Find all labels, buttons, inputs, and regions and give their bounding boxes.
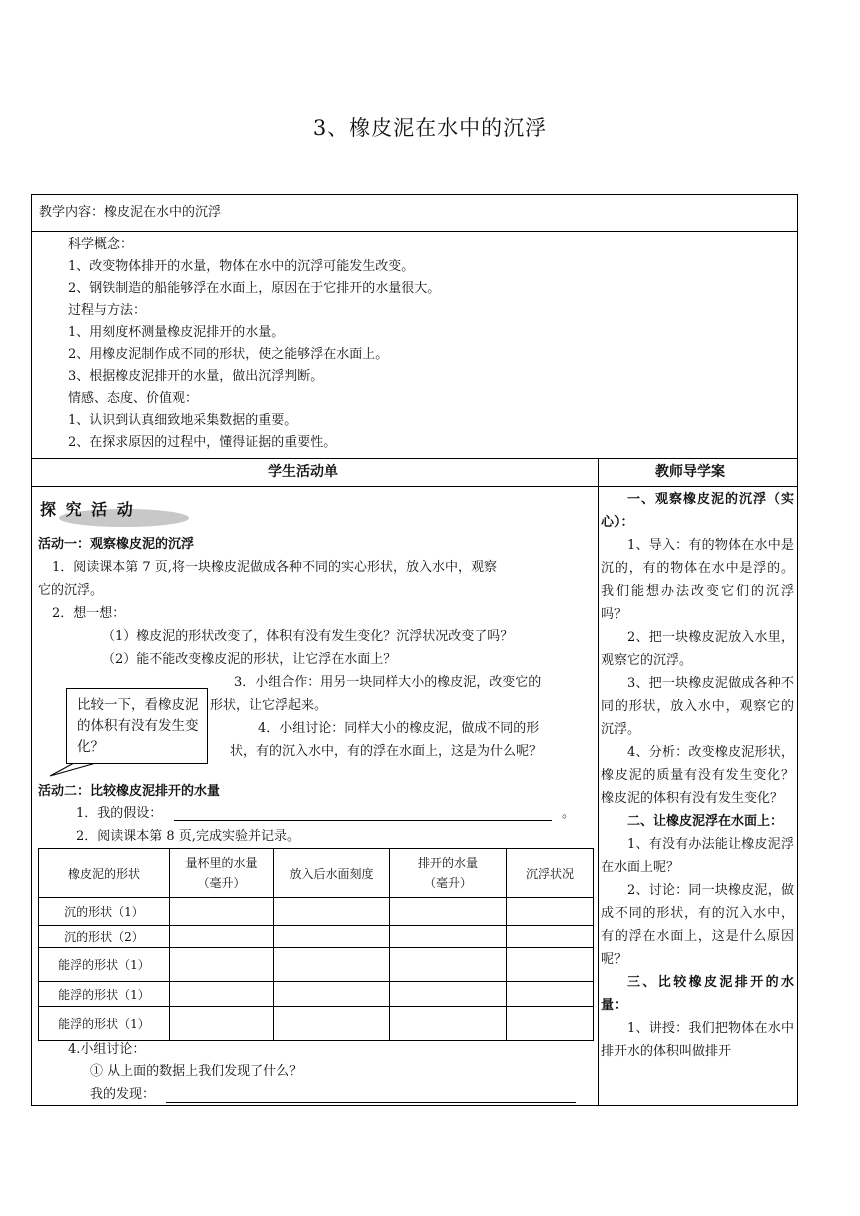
activity1-line3a: 3．小组合作：用另一块同样大小的橡皮泥，改变它的	[234, 675, 542, 690]
guide-paragraph: 4、分析：改变橡皮泥形状，橡皮泥的质量有没有发生变化？橡皮泥的体积有没有发生变化？	[601, 745, 794, 806]
callout-text: 比较一下，看橡皮泥的体积有没有发生变化？	[77, 697, 199, 755]
row-divider	[31, 486, 798, 487]
activity2-title: 活动二：比较橡皮泥排开的水量	[38, 784, 221, 799]
student-header: 学生活动单	[268, 464, 338, 480]
objective-line: 3、根据橡皮泥排开的水量，做出沉浮判断。	[68, 369, 324, 384]
row-label: 能浮的形状（1）	[39, 982, 170, 1007]
input-cell[interactable]	[390, 948, 507, 982]
input-cell[interactable]	[274, 898, 390, 926]
input-cell[interactable]	[507, 1007, 594, 1041]
row-label: 沉的形状（2）	[39, 926, 170, 948]
content-row: 教学内容：橡皮泥在水中的沉浮	[39, 205, 222, 220]
col-header: 橡皮泥的形状	[39, 849, 170, 898]
input-cell[interactable]	[170, 948, 274, 982]
activity2-line2: 2．阅读课本第 8 页,完成实验并记录。	[76, 829, 300, 844]
activity1-q2: （2）能不能改变橡皮泥的形状，让它浮在水面上？	[102, 652, 397, 667]
teacher-guide	[601, 488, 794, 1063]
input-cell[interactable]	[170, 898, 274, 926]
input-cell[interactable]	[390, 898, 507, 926]
table-row	[39, 898, 594, 926]
guide-paragraph: 3、把一块橡皮泥做成各种不同的形状，放入水中，观察它的沉浮。	[601, 676, 794, 737]
hypothesis-field[interactable]	[174, 820, 552, 821]
discussion-title: 4.小组讨论：	[68, 1042, 146, 1057]
input-cell[interactable]	[170, 982, 274, 1007]
page-title: 3、橡皮泥在水中的沉浮	[312, 116, 548, 140]
objective-line: 2、用橡皮泥制作成不同的形状，使之能够浮在水面上。	[68, 347, 389, 362]
col-header: 沉浮状况	[507, 849, 594, 898]
finding-field[interactable]	[166, 1102, 576, 1103]
objective-line: 2、钢铁制造的船能够浮在水面上，原因在于它排开的水量很大。	[68, 281, 441, 296]
objective-line: 科学概念：	[68, 237, 134, 252]
table-row	[39, 982, 594, 1007]
row-label: 能浮的形状（1）	[39, 1007, 170, 1041]
col-header: 排开的水量 （毫升）	[390, 849, 507, 898]
finding-label: 我的发现：	[90, 1087, 156, 1102]
input-cell[interactable]	[390, 982, 507, 1007]
table-row	[39, 926, 594, 948]
activity1-line4a: 4．小组讨论：同样大小的橡皮泥，做成不同的形	[258, 721, 540, 736]
guide-paragraph: 2、讨论：同一块橡皮泥，做成不同的形状，有的沉入水中，有的浮在水面上，这是什么原因呢？	[601, 883, 794, 967]
objective-line: 2、在探求原因的过程中，懂得证据的重要性。	[68, 435, 337, 450]
objective-line: 1、用刻度杯测量橡皮泥排开的水量。	[68, 325, 285, 340]
row-label: 能浮的形状（1）	[39, 948, 170, 982]
row-divider	[31, 458, 798, 459]
banner-text: 探 究 活 动	[40, 500, 135, 519]
objective-line: 情感、态度、价值观：	[68, 391, 199, 406]
input-cell[interactable]	[170, 1007, 274, 1041]
input-cell[interactable]	[274, 982, 390, 1007]
input-cell[interactable]	[274, 926, 390, 948]
guide-paragraph: 1、有没有办法能让橡皮泥浮在水面上呢？	[601, 837, 794, 875]
input-cell[interactable]	[390, 926, 507, 948]
activity1-line3b: 形状，让它浮起来。	[210, 698, 328, 713]
table-row	[39, 948, 594, 982]
row-label: 沉的形状（1）	[39, 898, 170, 926]
objective-line: 1、认识到认真细致地采集数据的重要。	[68, 413, 298, 428]
activity1-line1: 1．阅读课本第 7 页,将一块橡皮泥做成各种不同的实心形状，放入水中，观察	[52, 560, 497, 575]
activity1-line1b: 它的沉浮。	[38, 583, 104, 598]
hypothesis-label: 1．我的假设：	[76, 806, 163, 821]
input-cell[interactable]	[274, 948, 390, 982]
guide-paragraph: 2、把一块橡皮泥放入水里，观察它的沉浮。	[601, 630, 794, 668]
guide-heading: 三、比较橡皮泥排开的水量：	[601, 975, 794, 1013]
input-cell[interactable]	[507, 926, 594, 948]
discussion-q1: ① 从上面的数据上我们发现了什么？	[90, 1064, 303, 1079]
activity1-line2: 2．想一想：	[52, 606, 126, 621]
guide-paragraph: 1、讲授：我们把物体在水中排开水的体积叫做排开	[601, 1021, 794, 1059]
experiment-table	[38, 848, 594, 1041]
input-cell[interactable]	[390, 1007, 507, 1041]
col-header: 量杯里的水量 （毫升）	[170, 849, 274, 898]
guide-heading: 一、观察橡皮泥的沉浮（实心）：	[601, 492, 794, 530]
activity-banner	[36, 497, 192, 535]
activity1-q1: （1）橡皮泥的形状改变了，体积有没有发生变化？沉浮状况改变了吗？	[102, 629, 514, 644]
hypothesis-end: 。	[562, 806, 576, 821]
callout-box	[66, 688, 208, 764]
guide-paragraph: 1、导入：有的物体在水中是沉的，有的物体在水中是浮的。我们能想办法改变它们的沉浮吗？	[601, 538, 794, 622]
column-divider	[598, 458, 599, 1106]
activity1-title: 活动一：观察橡皮泥的沉浮	[38, 537, 195, 552]
activity1-line4b: 状，有的沉入水中，有的浮在水面上，这是为什么呢？	[230, 744, 543, 759]
input-cell[interactable]	[274, 1007, 390, 1041]
teacher-header: 教师导学案	[655, 464, 725, 480]
row-divider	[31, 231, 798, 232]
col-header: 放入后水面刻度	[274, 849, 390, 898]
table-header-row	[39, 849, 594, 898]
input-cell[interactable]	[170, 926, 274, 948]
table-row	[39, 1007, 594, 1041]
input-cell[interactable]	[507, 898, 594, 926]
objective-line: 1、改变物体排开的水量，物体在水中的沉浮可能发生改变。	[68, 259, 415, 274]
guide-heading: 二、让橡皮泥浮在水面上：	[627, 814, 784, 829]
objective-line: 过程与方法：	[68, 303, 147, 318]
input-cell[interactable]	[507, 948, 594, 982]
input-cell[interactable]	[507, 982, 594, 1007]
